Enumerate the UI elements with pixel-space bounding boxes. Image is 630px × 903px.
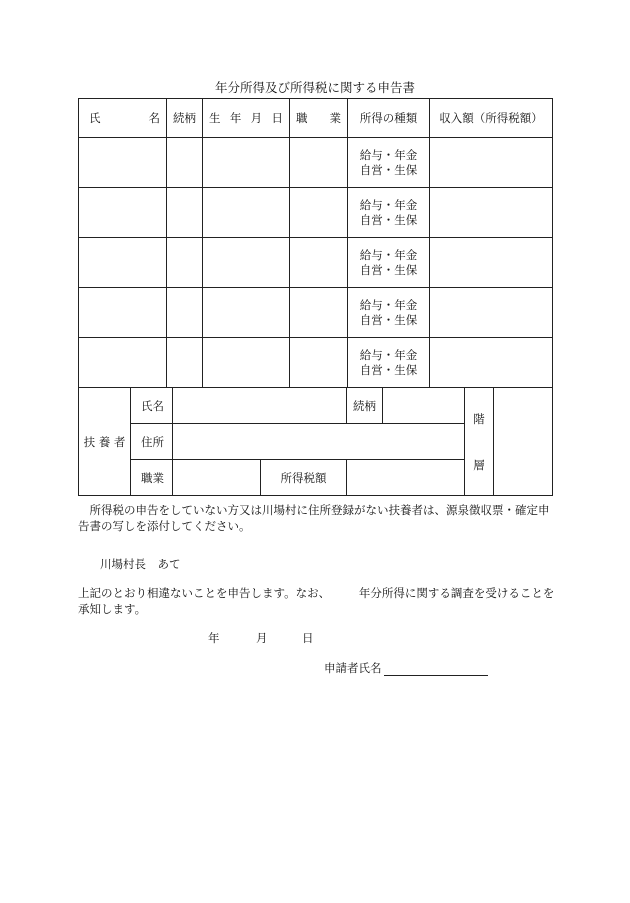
name-cell[interactable]	[79, 338, 167, 388]
job-cell[interactable]	[290, 288, 348, 338]
job-cell[interactable]	[290, 138, 348, 188]
job-cell[interactable]	[290, 238, 348, 288]
date-month-label: 月	[256, 631, 268, 645]
applicant-label: 申請者氏名	[324, 661, 382, 675]
name-cell[interactable]	[79, 138, 167, 188]
dependent-tax-field[interactable]	[347, 460, 465, 496]
income-type-cell[interactable]: 給与・年金 自営・生保	[348, 238, 430, 288]
applicant-signature	[324, 660, 488, 676]
dob-cell[interactable]	[203, 288, 290, 338]
table-row	[79, 288, 553, 338]
dependent-label: 扶 養 者	[79, 388, 131, 496]
table-row	[79, 238, 553, 288]
dob-cell[interactable]	[203, 138, 290, 188]
table-row	[79, 338, 553, 388]
dependent-relation-label: 続柄	[347, 388, 383, 424]
header-income-amount: 収入額（所得税額）	[430, 99, 553, 138]
dependent-tax-label: 所得税額	[261, 460, 347, 496]
job-cell[interactable]	[290, 338, 348, 388]
table-row	[79, 188, 553, 238]
dob-cell[interactable]	[203, 338, 290, 388]
declaration-text: 上記のとおり相違ないことを申告します。なお、 年分所得に関する調査を受けることを承知します。	[78, 586, 555, 616]
header-job: 職 業	[290, 99, 348, 138]
dependent-name-field[interactable]	[173, 388, 347, 424]
income-type-cell[interactable]: 給与・年金 自営・生保	[348, 188, 430, 238]
relation-cell[interactable]	[167, 338, 203, 388]
name-cell[interactable]	[79, 188, 167, 238]
income-type-cell[interactable]: 給与・年金 自営・生保	[348, 138, 430, 188]
dependent-table	[78, 387, 553, 496]
header-dob: 生 年 月 日	[203, 99, 290, 138]
dependent-relation-field[interactable]	[383, 388, 465, 424]
income-amount-cell[interactable]	[430, 138, 553, 188]
dob-cell[interactable]	[203, 238, 290, 288]
relation-cell[interactable]	[167, 238, 203, 288]
table-row	[79, 138, 553, 188]
floor-label: 階 層	[465, 388, 494, 496]
floor-field[interactable]	[494, 388, 553, 496]
relation-cell[interactable]	[167, 188, 203, 238]
date-year-label: 年	[208, 631, 220, 645]
income-type-cell[interactable]: 給与・年金 自営・生保	[348, 338, 430, 388]
relation-cell[interactable]	[167, 138, 203, 188]
income-type-cell[interactable]: 給与・年金 自営・生保	[348, 288, 430, 338]
income-amount-cell[interactable]	[430, 188, 553, 238]
job-cell[interactable]	[290, 188, 348, 238]
addressee: 川場村長 あて	[100, 557, 181, 571]
dependent-address-label: 住所	[131, 424, 173, 460]
name-cell[interactable]	[79, 288, 167, 338]
dob-cell[interactable]	[203, 188, 290, 238]
dependent-job-label: 職業	[131, 460, 173, 496]
form-title: 年分所得及び所得税に関する申告書	[214, 80, 415, 95]
income-table	[78, 98, 553, 388]
dependent-job-field[interactable]	[173, 460, 261, 496]
attachment-note: 所得税の申告をしていない方又は川場村に住所登録がない扶養者は、源泉徴収票・確定申告書の写しを添付してください。	[78, 503, 550, 533]
income-amount-cell[interactable]	[430, 238, 553, 288]
income-amount-cell[interactable]	[430, 288, 553, 338]
date-day-label: 日	[302, 631, 314, 645]
dependent-address-field[interactable]	[173, 424, 465, 460]
income-table-header	[79, 99, 553, 138]
header-relation: 続柄	[167, 99, 203, 138]
dependent-name-label: 氏名	[131, 388, 173, 424]
name-cell[interactable]	[79, 238, 167, 288]
header-name: 氏 名	[79, 99, 167, 138]
applicant-name-line[interactable]	[384, 661, 488, 676]
income-amount-cell[interactable]	[430, 338, 553, 388]
header-income-type: 所得の種類	[348, 99, 430, 138]
relation-cell[interactable]	[167, 288, 203, 338]
